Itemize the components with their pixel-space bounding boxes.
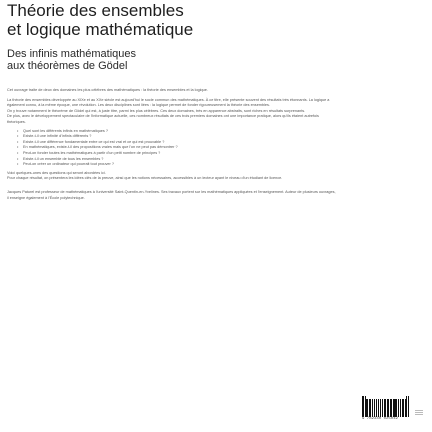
intro-paragraph-1: Cet ouvrage traite de deux des domaines les plus célèbres des mathématiques : la théorie des ensembles et la logique. (7, 88, 208, 92)
barcode-bar (374, 399, 375, 417)
barcode-bar (406, 396, 407, 417)
bullet-icon: • (17, 145, 19, 150)
bullet-icon: • (17, 134, 19, 139)
barcode-bar (408, 396, 410, 417)
barcode (362, 395, 410, 417)
outro-paragraph-1: Voici quelques-unes des questions qui seront abordées ici. (7, 170, 106, 175)
author-bio: Jacques Paturel est professeur de mathématiques à l'université Saint-Quentin-en-Yvelines. Ses travaux portent sur les mathématiques appliquées et l'enseignement. Auteur de plusieurs ouvrages, il enseigne également à l'École polytechnique. (7, 189, 336, 200)
question-text: Existe-t-il un ensemble de tous les ensembles ? (23, 156, 104, 161)
barcode-bar (391, 399, 392, 417)
publisher-mark-icon (413, 408, 425, 418)
bullet-icon: • (17, 150, 19, 155)
question-text: En mathématiques, existe-t-il des propositions vraies mais que l'on ne peut pas démontrer ? (23, 145, 178, 150)
barcode-bar (385, 399, 386, 417)
intro-paragraph-4: De plus, avec le développement spectaculaire de l'informatique actuelle, ces nombreux résultats de ces trois premiers domaines ont une importance pratique, alors qu'ils étaient autrefois théoriques. (7, 114, 319, 124)
barcode-bar (382, 399, 383, 417)
bullet-icon: • (17, 139, 19, 144)
question-text: Peut-on fonder toutes les mathématiques à partir d'un petit nombre de principes ? (23, 150, 161, 155)
barcode-bar (366, 399, 368, 417)
intro-paragraph-2: La théorie des ensembles développée au XIXe et au XXe siècle est aujourd'hui le socle commun des mathématiques. À ce titre, elle présente souvent des résultats très étonnants. La logique a également connu, à la même époque, une révolution. Les deux disciplines sont liées : la logique permet de fonder rigoureusement la théorie des ensembles. (7, 97, 330, 108)
barcode-bar (388, 399, 389, 417)
barcode-bar (378, 399, 380, 417)
barcode-digits: 9 782340 025042 (362, 417, 399, 421)
questions-list (7, 129, 337, 168)
barcode-bar (395, 399, 397, 417)
outro-paragraph-2: Pour chaque résultat, on présentera les idées clés de la preuve, ainsi que les notions nécessaires, accessibles à un lecteur ayant le niveau d'un étudiant de licence. (7, 176, 283, 181)
barcode-bar (370, 399, 371, 417)
back-cover-text (7, 88, 337, 201)
book-subtitle-line-2: aux théorèmes de Gödel (7, 60, 128, 72)
bullet-icon: • (17, 162, 19, 167)
question-text: Quel sont les différents infinis en mathématiques ? (23, 128, 108, 133)
barcode-bar (403, 399, 404, 417)
question-text: Existe-t-il une infinité d'infinis différents ? (23, 134, 92, 139)
book-subtitle-line-1: Des infinis mathématiques (7, 48, 137, 60)
intro-paragraph-3: On y trouve notamment le théorème de Gödel qui est, à juste titre, parmi les plus célèbres. Ces deux domaines, très en apparence abstraits, sont riches en résultats surprenants. (7, 108, 306, 113)
book-title-line-2: et logique mathématique (7, 20, 194, 39)
bullet-icon: • (17, 128, 19, 133)
question-text: Existe-t-il une différence fondamentale entre ce qui est vrai et ce qui est prouvable ? (23, 139, 165, 144)
book-title-line-1: Théorie des ensembles (7, 1, 184, 20)
question-text: Peut-on créer un ordinateur qui pourrait tout prouver ? (23, 162, 114, 167)
barcode-bar (362, 396, 364, 417)
barcode-bar (400, 399, 401, 417)
list-item (7, 162, 337, 168)
bullet-icon: • (17, 156, 19, 161)
